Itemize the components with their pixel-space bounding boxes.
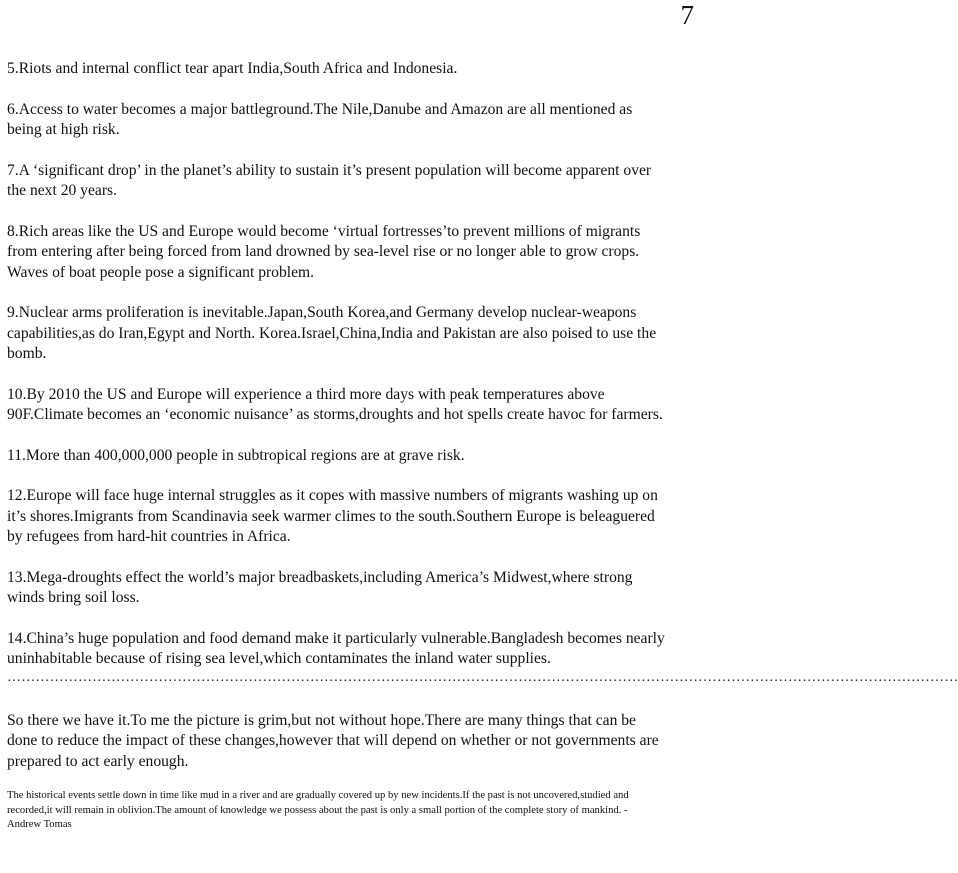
list-item-13: 13.Mega-droughts effect the world’s major breadbaskets,including America’s Midwest,where strong winds bring soil loss. <box>7 568 633 606</box>
list-item-5: 5.Riots and internal conflict tear apart India,South Africa and Indonesia. <box>7 60 458 77</box>
quote-footer: The historical events settle down in time like mud in a river and are gradually covered up by new incidents.If the past is not uncovered,studied and recorded,it will remain in oblivion.The amount of knowledge we possess about the past is only a small portion of the complete story of mankind. - Andrew Tomas <box>7 790 629 830</box>
closing-paragraph: So there we have it.To me the picture is grim,but not without hope.There are many things that can be done to reduce the impact of these changes,however that will depend on whether or not governments are prepared to act early enough. <box>7 711 659 770</box>
dotted-separator: ………………………………………………………………………………………………………………………………………………………………………………… <box>7 669 958 685</box>
list-item-9: 9.Nuclear arms proliferation is inevitable.Japan,South Korea,and Germany develop nuclear-weapons capabilities,as do Iran,Egypt and North. Korea.Israel,China,India and Pakistan are also poised to use the bomb. <box>7 304 657 362</box>
list-item-12: 12.Europe will face huge internal struggles as it copes with massive numbers of migrants washing up on it’s shores.Imigrants from Scandinavia seek warmer climes to the south.Southern Europe is beleaguered by refugees from hard-hit countries in Africa. <box>7 487 658 545</box>
list-item-8: 8.Rich areas like the US and Europe would become ‘virtual fortresses’to prevent millions of migrants from entering after being forced from land drowned by sea-level rise or no longer able to grow crops. Waves of boat people pose a significant problem. <box>7 222 641 281</box>
list-item-10: 10.By 2010 the US and Europe will experience a third more days with peak temperatures above 90F.Climate becomes an ‘economic nuisance’ as storms,droughts and hot spells create havoc for farmers. <box>7 385 663 423</box>
list-item-11: 11.More than 400,000,000 people in subtropical regions are at grave risk. <box>7 446 465 464</box>
document-body <box>7 59 958 843</box>
page-number: 7 <box>680 0 694 30</box>
list-item-6: 6.Access to water becomes a major battleground.The Nile,Danube and Amazon are all mentioned as being at high risk. <box>7 100 633 138</box>
list-item-14: 14.China’s huge population and food demand make it particularly vulnerable.Bangladesh becomes nearly uninhabitable because of rising sea level,which contaminates the inland water supplies. <box>7 629 665 667</box>
list-item-7: 7.A ‘significant drop’ in the planet’s ability to sustain it’s present population will become apparent over the next 20 years. <box>7 161 652 199</box>
